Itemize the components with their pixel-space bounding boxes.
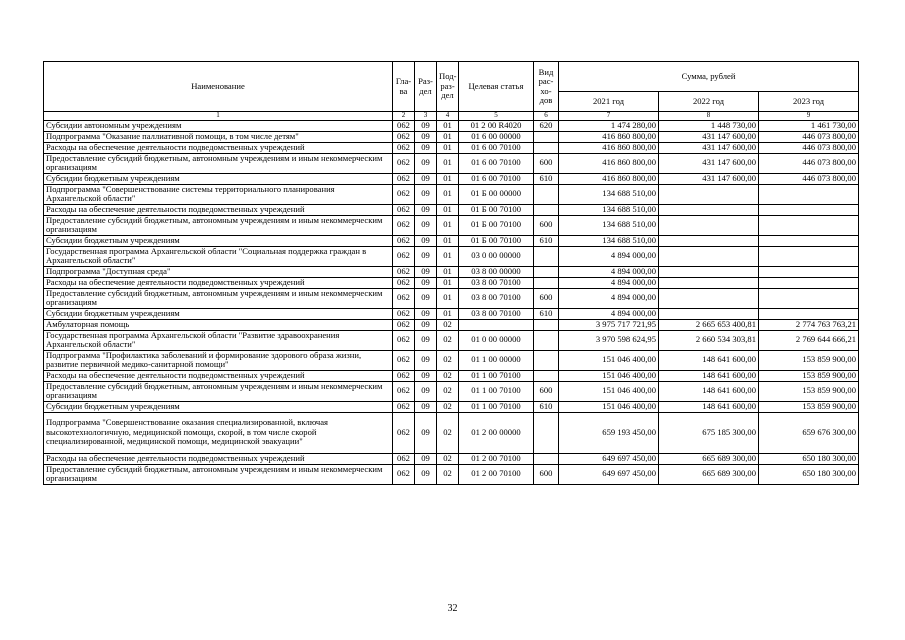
row-sum-2021: 151 046 400,00 [559, 381, 659, 401]
row-razdel: 09 [415, 142, 437, 153]
row-sum-2023: 153 859 900,00 [759, 370, 859, 381]
table-row [44, 308, 859, 319]
row-razdel: 09 [415, 277, 437, 288]
row-glava: 062 [393, 277, 415, 288]
row-sum-2023: 153 859 900,00 [759, 401, 859, 412]
row-target: 01 2 00 70100 [459, 453, 534, 464]
row-glava: 062 [393, 319, 415, 330]
row-sum-2021: 4 894 000,00 [559, 277, 659, 288]
row-razdel: 09 [415, 153, 437, 173]
row-sum-2021: 1 474 280,00 [559, 120, 659, 131]
row-podrazdel: 01 [437, 215, 459, 235]
row-vid [534, 453, 559, 464]
row-target: 01 2 00 70100 [459, 464, 534, 484]
row-sum-2023 [759, 204, 859, 215]
row-podrazdel: 02 [437, 350, 459, 370]
row-target: 01 Б 00 70100 [459, 235, 534, 246]
row-podrazdel: 02 [437, 330, 459, 350]
row-glava: 062 [393, 330, 415, 350]
row-vid: 600 [534, 381, 559, 401]
row-sum-2022 [659, 277, 759, 288]
table-row [44, 277, 859, 288]
row-target: 01 2 00 R4020 [459, 120, 534, 131]
row-vid [534, 246, 559, 266]
row-sum-2021: 3 970 598 624,95 [559, 330, 659, 350]
header-podrazdel: Под-раз-дел [437, 62, 459, 112]
row-podrazdel: 01 [437, 173, 459, 184]
table-row [44, 401, 859, 412]
row-sum-2022 [659, 266, 759, 277]
row-glava: 062 [393, 120, 415, 131]
row-sum-2021: 134 688 510,00 [559, 215, 659, 235]
row-vid [534, 204, 559, 215]
table-row [44, 120, 859, 131]
row-sum-2023 [759, 288, 859, 308]
header-glava: Гла-ва [393, 62, 415, 112]
row-sum-2021: 416 860 800,00 [559, 153, 659, 173]
row-target: 03 8 00 00000 [459, 266, 534, 277]
row-sum-2021: 649 697 450,00 [559, 464, 659, 484]
row-razdel: 09 [415, 131, 437, 142]
row-target: 03 8 00 70100 [459, 288, 534, 308]
row-target: 01 Б 00 70100 [459, 204, 534, 215]
row-podrazdel: 01 [437, 204, 459, 215]
row-vid [534, 184, 559, 204]
row-razdel: 09 [415, 120, 437, 131]
row-name: Субсидии бюджетным учреждениям [44, 308, 393, 319]
row-sum-2022: 2 660 534 303,81 [659, 330, 759, 350]
row-sum-2021: 4 894 000,00 [559, 266, 659, 277]
row-target: 01 Б 00 00000 [459, 184, 534, 204]
table-row [44, 370, 859, 381]
table-row [44, 173, 859, 184]
row-vid: 600 [534, 153, 559, 173]
row-name: Предоставление субсидий бюджетным, автономным учреждениям и иным некоммерческим организациям [44, 215, 393, 235]
row-podrazdel: 01 [437, 266, 459, 277]
column-number: 3 [415, 112, 437, 121]
row-sum-2023: 446 073 800,00 [759, 131, 859, 142]
table-row [44, 350, 859, 370]
row-sum-2021: 416 860 800,00 [559, 173, 659, 184]
row-razdel: 09 [415, 319, 437, 330]
row-name: Подпрограмма "Оказание паллиативной помощи, в том числе детям" [44, 131, 393, 142]
row-glava: 062 [393, 131, 415, 142]
row-name: Субсидии бюджетным учреждениям [44, 401, 393, 412]
row-sum-2023: 446 073 800,00 [759, 142, 859, 153]
table-row [44, 204, 859, 215]
row-sum-2021: 134 688 510,00 [559, 184, 659, 204]
table-row [44, 215, 859, 235]
row-sum-2021: 151 046 400,00 [559, 401, 659, 412]
row-name: Предоставление субсидий бюджетным, автономным учреждениям и иным некоммерческим организациям [44, 464, 393, 484]
row-target: 03 8 00 70100 [459, 277, 534, 288]
row-podrazdel: 01 [437, 120, 459, 131]
row-sum-2023 [759, 235, 859, 246]
row-sum-2022 [659, 308, 759, 319]
row-sum-2023: 1 461 730,00 [759, 120, 859, 131]
row-sum-2021: 659 193 450,00 [559, 412, 659, 453]
row-podrazdel: 02 [437, 453, 459, 464]
row-vid: 610 [534, 308, 559, 319]
row-name: Расходы на обеспечение деятельности подведомственных учреждений [44, 277, 393, 288]
column-number: 6 [534, 112, 559, 121]
row-vid [534, 370, 559, 381]
row-target [459, 319, 534, 330]
row-vid: 610 [534, 235, 559, 246]
row-sum-2022 [659, 288, 759, 308]
row-podrazdel: 02 [437, 464, 459, 484]
table-row [44, 142, 859, 153]
table-row [44, 153, 859, 173]
row-name: Субсидии бюджетным учреждениям [44, 235, 393, 246]
row-sum-2022 [659, 215, 759, 235]
row-vid: 600 [534, 464, 559, 484]
row-podrazdel: 01 [437, 246, 459, 266]
row-name: Подпрограмма "Профилактика заболеваний и формирование здорового образа жизни, развитие первичной медико-санитарной помощи" [44, 350, 393, 370]
column-number: 5 [459, 112, 534, 121]
row-podrazdel: 01 [437, 131, 459, 142]
row-glava: 062 [393, 288, 415, 308]
row-sum-2021: 4 894 000,00 [559, 308, 659, 319]
row-sum-2022: 431 147 600,00 [659, 131, 759, 142]
row-vid [534, 412, 559, 453]
row-sum-2022: 148 641 600,00 [659, 370, 759, 381]
row-target: 01 2 00 00000 [459, 412, 534, 453]
row-glava: 062 [393, 142, 415, 153]
row-razdel: 09 [415, 453, 437, 464]
row-glava: 062 [393, 266, 415, 277]
row-name: Предоставление субсидий бюджетным, автономным учреждениям и иным некоммерческим организациям [44, 153, 393, 173]
table-row [44, 412, 859, 453]
row-podrazdel: 01 [437, 235, 459, 246]
row-vid: 600 [534, 288, 559, 308]
row-name: Амбулаторная помощь [44, 319, 393, 330]
row-sum-2022: 148 641 600,00 [659, 381, 759, 401]
row-sum-2021: 3 975 717 721,95 [559, 319, 659, 330]
row-glava: 062 [393, 173, 415, 184]
row-sum-2022: 431 147 600,00 [659, 173, 759, 184]
row-podrazdel: 01 [437, 184, 459, 204]
row-name: Расходы на обеспечение деятельности подведомственных учреждений [44, 204, 393, 215]
row-target: 01 6 00 70100 [459, 173, 534, 184]
row-sum-2022: 665 689 300,00 [659, 464, 759, 484]
row-razdel: 09 [415, 308, 437, 319]
row-sum-2023: 2 769 644 666,21 [759, 330, 859, 350]
column-number: 2 [393, 112, 415, 121]
row-razdel: 09 [415, 401, 437, 412]
row-sum-2022: 2 665 653 400,81 [659, 319, 759, 330]
row-razdel: 09 [415, 266, 437, 277]
row-razdel: 09 [415, 288, 437, 308]
row-sum-2022: 431 147 600,00 [659, 142, 759, 153]
row-target: 01 0 00 00000 [459, 330, 534, 350]
row-sum-2021: 4 894 000,00 [559, 246, 659, 266]
row-podrazdel: 01 [437, 277, 459, 288]
row-name: Государственная программа Архангельской области "Развитие здравоохранения Архангельской области" [44, 330, 393, 350]
row-sum-2023: 659 676 300,00 [759, 412, 859, 453]
row-name: Расходы на обеспечение деятельности подведомственных учреждений [44, 370, 393, 381]
row-sum-2022: 665 689 300,00 [659, 453, 759, 464]
row-razdel: 09 [415, 381, 437, 401]
row-target: 01 6 00 70100 [459, 153, 534, 173]
row-razdel: 09 [415, 184, 437, 204]
header-year-2022: 2022 год [659, 92, 759, 112]
row-glava: 062 [393, 153, 415, 173]
table-row [44, 464, 859, 484]
row-sum-2021: 151 046 400,00 [559, 350, 659, 370]
row-sum-2022: 431 147 600,00 [659, 153, 759, 173]
row-sum-2023: 153 859 900,00 [759, 350, 859, 370]
row-vid: 610 [534, 401, 559, 412]
row-vid [534, 319, 559, 330]
row-sum-2021: 151 046 400,00 [559, 370, 659, 381]
budget-table [43, 61, 859, 485]
row-razdel: 09 [415, 464, 437, 484]
table-row [44, 246, 859, 266]
row-podrazdel: 01 [437, 288, 459, 308]
header-razdel: Раз-дел [415, 62, 437, 112]
row-sum-2023: 446 073 800,00 [759, 173, 859, 184]
row-glava: 062 [393, 235, 415, 246]
row-razdel: 09 [415, 350, 437, 370]
row-podrazdel: 02 [437, 401, 459, 412]
row-podrazdel: 02 [437, 412, 459, 453]
row-sum-2022 [659, 246, 759, 266]
row-target: 01 1 00 00000 [459, 350, 534, 370]
row-vid [534, 142, 559, 153]
row-target: 03 8 00 70100 [459, 308, 534, 319]
header-sum: Сумма, рублей [559, 62, 859, 92]
column-number: 1 [44, 112, 393, 121]
row-name: Предоставление субсидий бюджетным, автономным учреждениям и иным некоммерческим организациям [44, 381, 393, 401]
row-target: 01 1 00 70100 [459, 381, 534, 401]
row-name: Предоставление субсидий бюджетным, автономным учреждениям и иным некоммерческим организациям [44, 288, 393, 308]
row-razdel: 09 [415, 173, 437, 184]
row-target: 01 1 00 70100 [459, 370, 534, 381]
column-numbers-row [44, 112, 859, 121]
header-target: Целевая статья [459, 62, 534, 112]
row-razdel: 09 [415, 204, 437, 215]
header-year-2021: 2021 год [559, 92, 659, 112]
row-razdel: 09 [415, 215, 437, 235]
row-name: Расходы на обеспечение деятельности подведомственных учреждений [44, 453, 393, 464]
row-glava: 062 [393, 350, 415, 370]
row-vid [534, 350, 559, 370]
row-sum-2022 [659, 204, 759, 215]
table-row [44, 184, 859, 204]
page-number: 32 [447, 603, 458, 614]
row-sum-2022: 675 185 300,00 [659, 412, 759, 453]
row-sum-2023: 2 774 763 763,21 [759, 319, 859, 330]
row-target: 01 6 00 00000 [459, 131, 534, 142]
row-glava: 062 [393, 453, 415, 464]
row-glava: 062 [393, 412, 415, 453]
table-row [44, 381, 859, 401]
row-target: 01 Б 00 70100 [459, 215, 534, 235]
row-name: Подпрограмма "Совершенствование системы территориального планирования Архангельской области" [44, 184, 393, 204]
row-podrazdel: 02 [437, 381, 459, 401]
table-row [44, 266, 859, 277]
row-sum-2021: 4 894 000,00 [559, 288, 659, 308]
column-number: 8 [659, 112, 759, 121]
row-name: Субсидии автономным учреждениям [44, 120, 393, 131]
row-glava: 062 [393, 401, 415, 412]
row-vid: 610 [534, 173, 559, 184]
row-name: Государственная программа Архангельской области "Социальная поддержка граждан в Архангельской области" [44, 246, 393, 266]
row-podrazdel: 01 [437, 153, 459, 173]
header-vid: Вид рас-хо-дов [534, 62, 559, 112]
row-sum-2022 [659, 184, 759, 204]
table-row [44, 330, 859, 350]
row-podrazdel: 02 [437, 370, 459, 381]
row-sum-2021: 134 688 510,00 [559, 235, 659, 246]
row-podrazdel: 01 [437, 142, 459, 153]
row-sum-2022 [659, 235, 759, 246]
row-vid: 600 [534, 215, 559, 235]
row-sum-2023 [759, 184, 859, 204]
row-target: 01 1 00 70100 [459, 401, 534, 412]
row-vid [534, 266, 559, 277]
row-glava: 062 [393, 308, 415, 319]
header-name: Наименование [44, 62, 393, 112]
row-vid [534, 131, 559, 142]
row-name: Подпрограмма "Совершенствование оказания специализированной, включая высокотехнологичную, медицинской помощи, скорой, в том числе скорой специализированной, медицинской помощи, медицинской эвакуации" [44, 412, 393, 453]
row-podrazdel: 02 [437, 319, 459, 330]
header-year-2023: 2023 год [759, 92, 859, 112]
table-row [44, 235, 859, 246]
row-sum-2023 [759, 266, 859, 277]
column-number: 7 [559, 112, 659, 121]
row-sum-2023: 650 180 300,00 [759, 453, 859, 464]
row-glava: 062 [393, 464, 415, 484]
row-name: Субсидии бюджетным учреждениям [44, 173, 393, 184]
row-vid: 620 [534, 120, 559, 131]
row-sum-2023: 650 180 300,00 [759, 464, 859, 484]
row-name: Подпрограмма "Доступная среда" [44, 266, 393, 277]
row-razdel: 09 [415, 246, 437, 266]
column-number: 4 [437, 112, 459, 121]
table-row [44, 453, 859, 464]
row-glava: 062 [393, 370, 415, 381]
row-glava: 062 [393, 184, 415, 204]
row-vid [534, 277, 559, 288]
row-sum-2022: 1 448 730,00 [659, 120, 759, 131]
row-glava: 062 [393, 246, 415, 266]
column-number: 9 [759, 112, 859, 121]
row-target: 01 6 00 70100 [459, 142, 534, 153]
row-sum-2021: 649 697 450,00 [559, 453, 659, 464]
row-name: Расходы на обеспечение деятельности подведомственных учреждений [44, 142, 393, 153]
row-sum-2021: 416 860 800,00 [559, 142, 659, 153]
table-row [44, 288, 859, 308]
row-sum-2021: 416 860 800,00 [559, 131, 659, 142]
row-vid [534, 330, 559, 350]
row-podrazdel: 01 [437, 308, 459, 319]
row-razdel: 09 [415, 330, 437, 350]
row-sum-2023 [759, 246, 859, 266]
row-sum-2023 [759, 215, 859, 235]
row-sum-2022: 148 641 600,00 [659, 401, 759, 412]
row-razdel: 09 [415, 412, 437, 453]
row-sum-2023 [759, 277, 859, 288]
row-sum-2023: 446 073 800,00 [759, 153, 859, 173]
row-sum-2023: 153 859 900,00 [759, 381, 859, 401]
row-razdel: 09 [415, 235, 437, 246]
row-glava: 062 [393, 204, 415, 215]
row-sum-2023 [759, 308, 859, 319]
row-glava: 062 [393, 381, 415, 401]
table-row [44, 319, 859, 330]
row-sum-2021: 134 688 510,00 [559, 204, 659, 215]
row-sum-2022: 148 641 600,00 [659, 350, 759, 370]
row-razdel: 09 [415, 370, 437, 381]
row-target: 03 0 00 00000 [459, 246, 534, 266]
table-row [44, 131, 859, 142]
row-glava: 062 [393, 215, 415, 235]
